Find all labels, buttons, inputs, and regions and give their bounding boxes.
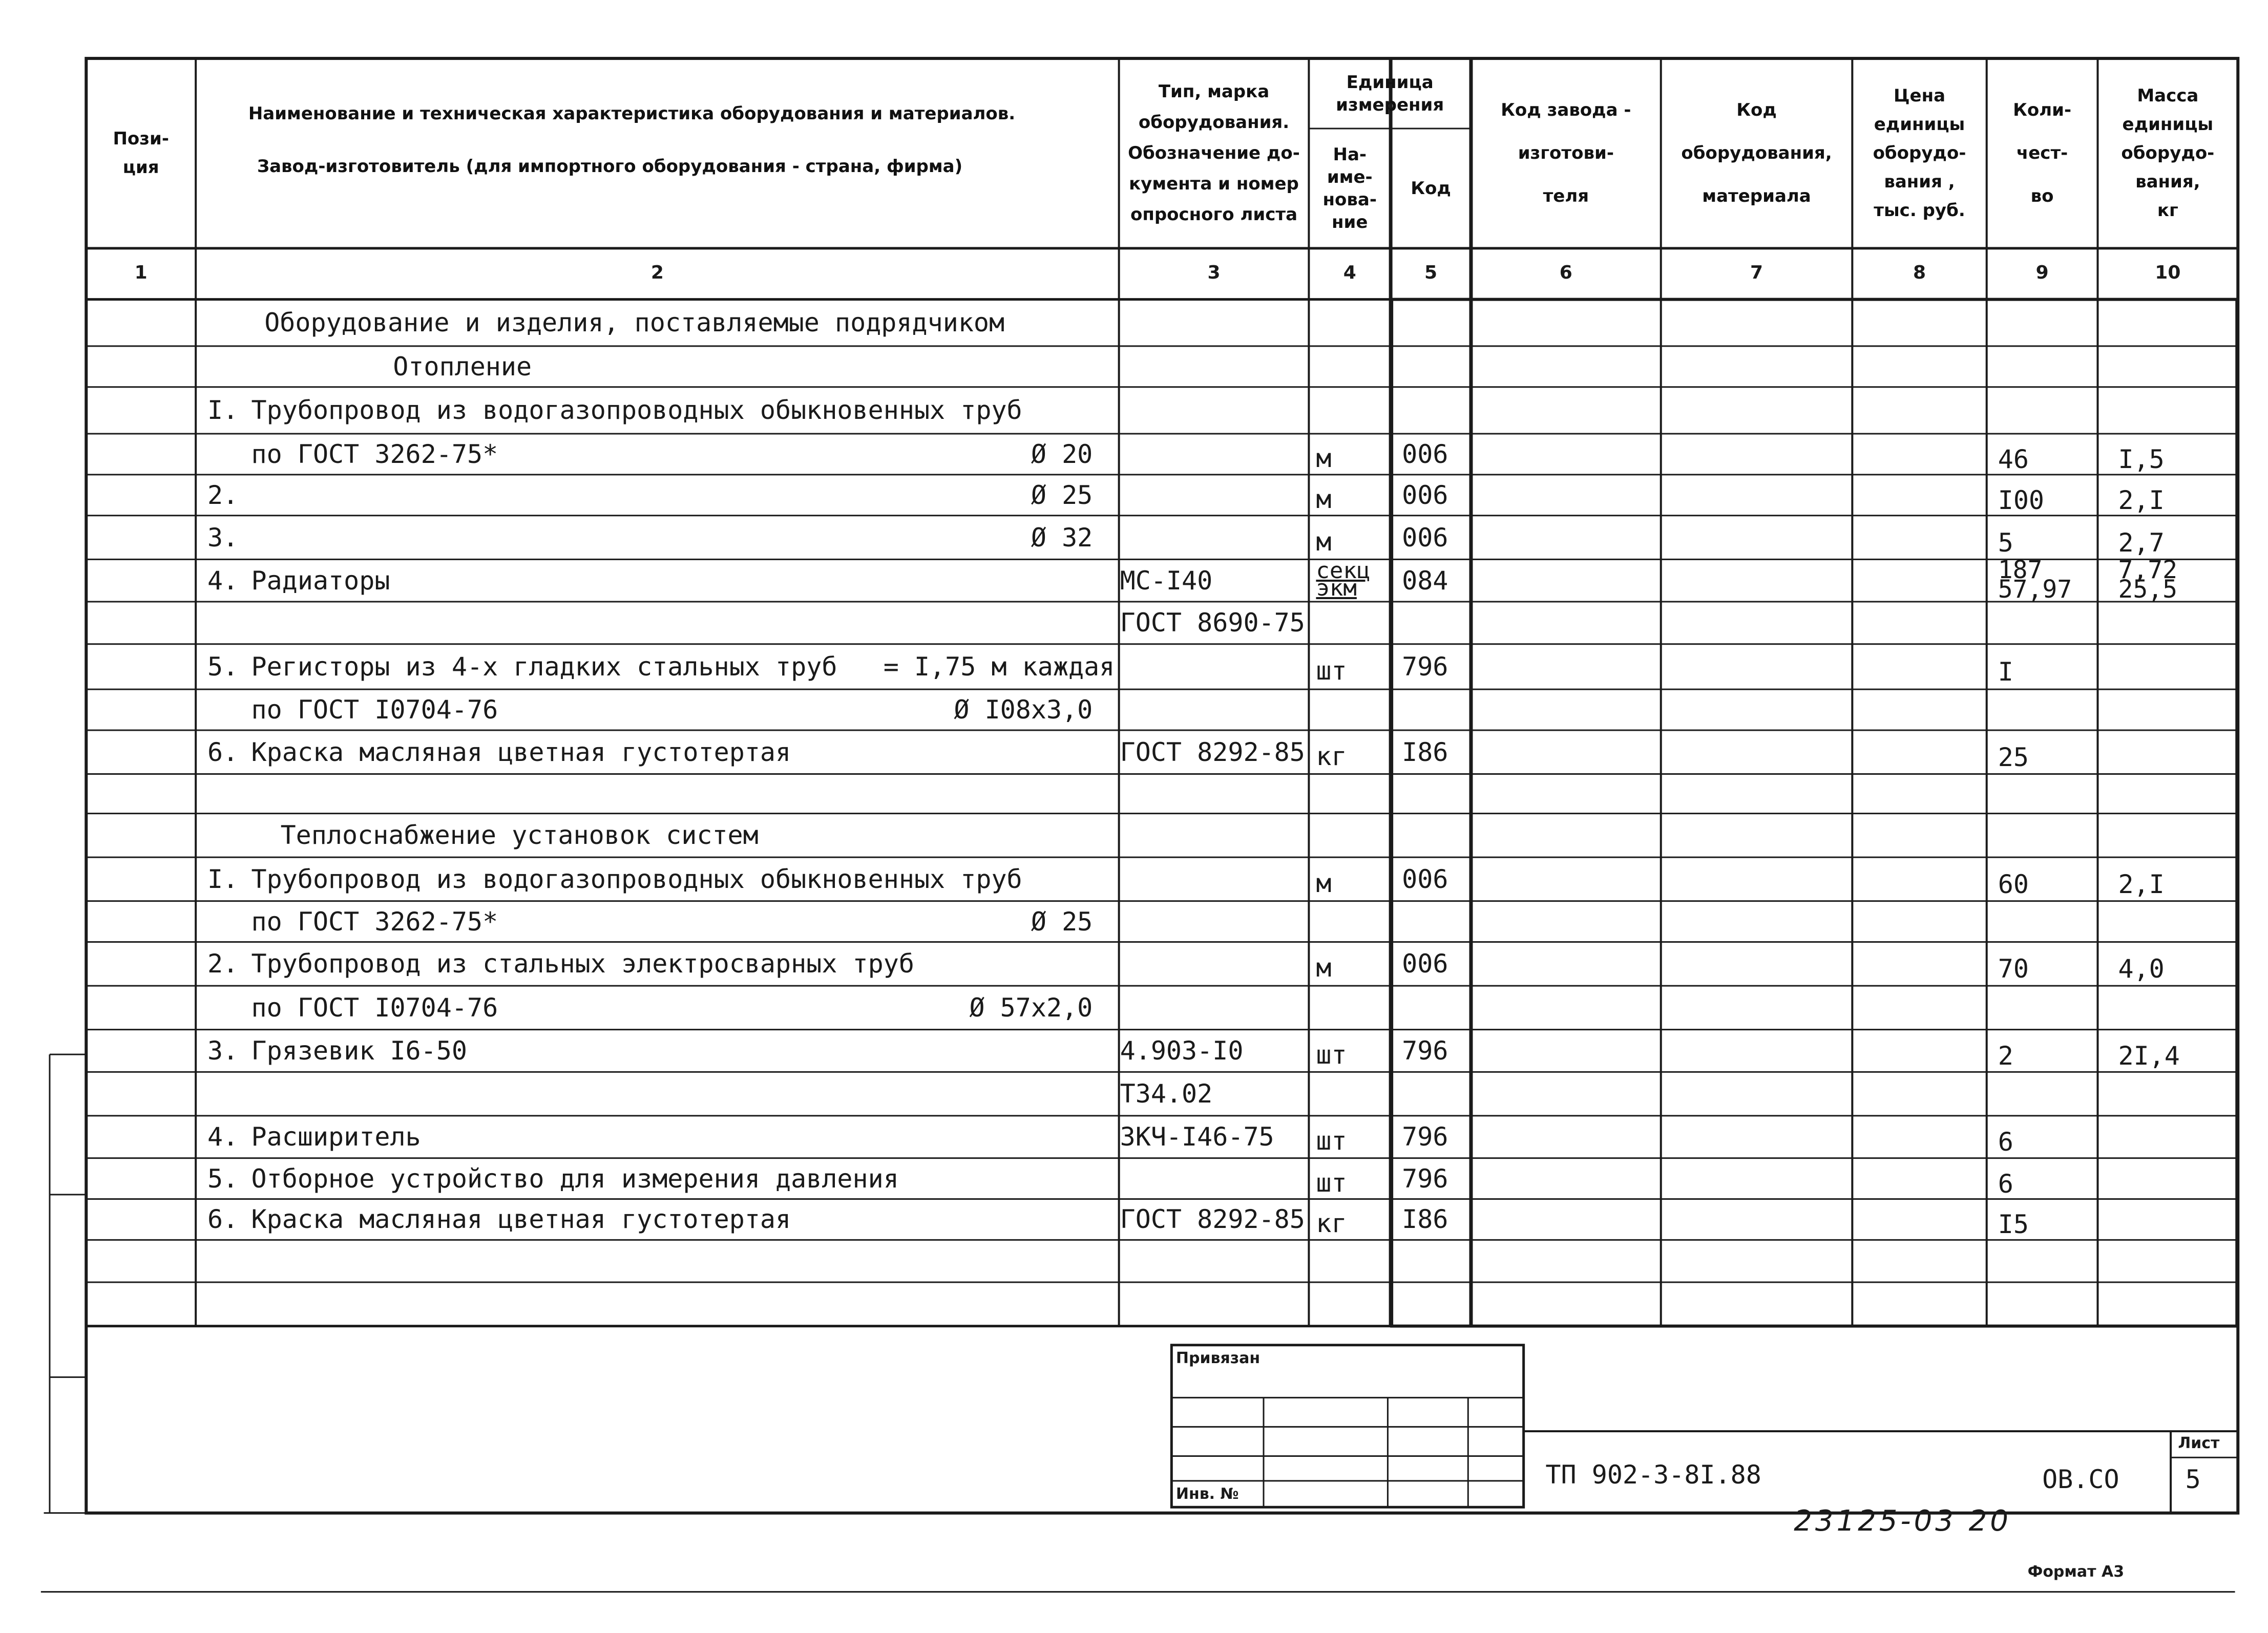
row-unit: шт (1316, 1126, 1347, 1156)
row-mass: 2,I (2118, 869, 2165, 899)
title-section: ОВ.СО (2042, 1464, 2119, 1494)
column-number-1: 1 (134, 262, 148, 283)
row-position: 2. (207, 480, 239, 510)
row-position: 5. (207, 1163, 239, 1194)
row-diameter: Ø 57х2,0 (969, 992, 1093, 1023)
row-unit: м (1316, 526, 1332, 557)
row-position: 6. (207, 737, 239, 767)
header-name-line2: Завод-изготовитель (для импортного оборудования - страна, фирма) (257, 156, 963, 177)
row-name: по ГОСТ I0704-76 (251, 992, 498, 1023)
row-name: Краска масляная цветная густотертая (251, 737, 791, 767)
row-unit: м (1316, 484, 1332, 514)
row-quantity: 60 (1998, 869, 2029, 899)
row-quantity: 6 (1998, 1127, 2013, 1157)
row-quantity: 70 (1998, 954, 2029, 984)
row-mass: 2,7 (2118, 527, 2165, 558)
row-unit: м (1316, 443, 1332, 473)
row-unit: м (1316, 953, 1332, 983)
row-unit-code: 006 (1402, 522, 1448, 553)
column-number-4: 4 (1343, 262, 1356, 283)
column-number-7: 7 (1750, 262, 1763, 283)
row-quantity: 6 (1998, 1169, 2013, 1199)
row-type: Т34.02 (1120, 1079, 1213, 1109)
row-type: 3КЧ-I46-75 (1120, 1122, 1274, 1152)
stamp-inventory: Инв. № (1175, 1485, 1239, 1503)
row-unit: шт (1316, 1040, 1347, 1070)
row-unit-code: 006 (1402, 480, 1448, 510)
row-position: 4. (207, 565, 239, 596)
header-unit-code: Код (1411, 178, 1451, 199)
row-name: Отопление (393, 351, 532, 381)
row-name: Оборудование и изделия, поставляемые подрядчиком (264, 308, 1005, 338)
row-mass: 2,I (2118, 485, 2165, 515)
row-position: 2. (207, 949, 239, 979)
header-unit-name: На- име- нова- ние (1322, 144, 1377, 232)
title-sheet-number: 5 (2185, 1464, 2201, 1494)
row-mass: 7,72 25,5 (2118, 556, 2178, 604)
row-position: 3. (207, 1036, 239, 1066)
row-unit-code: I86 (1402, 1204, 1448, 1235)
row-unit-code: 006 (1402, 949, 1448, 979)
row-type: ГОСТ 8690-75 (1120, 608, 1305, 638)
row-quantity: 46 (1998, 444, 2029, 474)
column-number-10: 10 (2155, 262, 2181, 283)
row-name: Радиаторы (251, 565, 390, 596)
row-position: I. (207, 864, 239, 894)
row-name: Трубопровод из водогазопроводных обыкновенных труб (251, 395, 1022, 426)
row-unit-code: I86 (1402, 737, 1448, 767)
row-name: по ГОСТ 3262-75* (251, 439, 498, 469)
title-doc-code: ТП 902-3-8I.88 (1545, 1460, 1761, 1490)
row-name: Регисторы из 4-х гладких стальных труб = I,75 м каждая (251, 651, 1115, 682)
row-unit-code: 084 (1402, 565, 1448, 596)
row-quantity: 5 (1998, 527, 2013, 558)
header-position: Пози- ция (113, 129, 169, 178)
row-mass: I,5 (2118, 444, 2165, 474)
row-unit: шт (1316, 655, 1347, 686)
row-name: Краска масляная цветная густотертая (251, 1204, 791, 1235)
row-name: Трубопровод из стальных электросварных труб (251, 949, 914, 979)
row-unit: секц экм (1316, 558, 1371, 602)
row-unit: м (1316, 868, 1332, 898)
row-position: 4. (207, 1122, 239, 1152)
column-number-5: 5 (1424, 262, 1438, 283)
row-quantity: I5 (1998, 1210, 2029, 1240)
row-position: 3. (207, 522, 239, 553)
archive-number: 23125-03 20 (1794, 1504, 2011, 1538)
stamp-privyazan: Привязан (1175, 1349, 1261, 1368)
row-name: Трубопровод из водогазопроводных обыкновенных труб (251, 864, 1022, 894)
row-name: Отборное устройство для измерения давления (251, 1163, 899, 1194)
row-unit: кг (1316, 1208, 1347, 1239)
row-type: ГОСТ 8292-85 (1120, 737, 1305, 767)
row-mass: 4,0 (2118, 954, 2165, 984)
header-plant-code: Код завода - изготови- теля (1501, 100, 1631, 207)
row-diameter: Ø I08х3,0 (954, 695, 1093, 725)
row-unit-code: 006 (1402, 439, 1448, 469)
header-type: Тип, марка оборудования. Обозначение до- кумента и номер опросного листа (1128, 81, 1300, 225)
row-quantity: 25 (1998, 742, 2029, 772)
row-diameter: Ø 32 (1031, 522, 1093, 553)
column-number-3: 3 (1207, 262, 1221, 283)
column-number-6: 6 (1559, 262, 1572, 283)
header-unit-group: Единица измерения (1336, 72, 1444, 115)
row-quantity: I (1998, 656, 2013, 687)
format-label: Формат А3 (2027, 1562, 2125, 1581)
row-diameter: Ø 25 (1031, 906, 1093, 937)
row-unit-code: 796 (1402, 1122, 1448, 1152)
row-name: Грязевик I6-50 (251, 1036, 467, 1066)
column-number-9: 9 (2035, 262, 2049, 283)
row-name: Теплоснабжение установок систем (280, 820, 759, 851)
row-position: I. (207, 395, 239, 426)
row-type: МС-I40 (1120, 565, 1213, 596)
row-mass: 2I,4 (2118, 1041, 2180, 1071)
header-price: Цена единицы оборудо- вания , тыс. руб. (1873, 86, 1966, 221)
row-name: Расширитель (251, 1122, 421, 1152)
header-mass: Масса единицы оборудо- вания, кг (2121, 86, 2215, 221)
column-number-8: 8 (1913, 262, 1926, 283)
row-name: по ГОСТ I0704-76 (251, 695, 498, 725)
header-item-code: Код оборудования, материала (1681, 100, 1832, 207)
row-diameter: Ø 25 (1031, 480, 1093, 510)
row-type: 4.903-I0 (1120, 1036, 1244, 1066)
row-unit-code: 796 (1402, 1036, 1448, 1066)
row-position: 6. (207, 1204, 239, 1235)
row-name: по ГОСТ 3262-75* (251, 906, 498, 937)
row-quantity: 187 57,97 (1998, 556, 2072, 604)
row-unit: шт (1316, 1168, 1347, 1198)
header-name-line1: Наименование и техническая характеристика оборудования и материалов. (248, 103, 1016, 124)
header-quantity: Коли- чест- во (2013, 100, 2072, 207)
row-diameter: Ø 20 (1031, 439, 1093, 469)
row-unit-code: 796 (1402, 651, 1448, 682)
row-unit-code: 006 (1402, 864, 1448, 894)
row-type: ГОСТ 8292-85 (1120, 1204, 1305, 1235)
row-quantity: 2 (1998, 1041, 2013, 1071)
row-unit: кг (1316, 741, 1347, 771)
row-position: 5. (207, 651, 239, 682)
title-sheet-label: Лист (2178, 1434, 2220, 1452)
column-number-2: 2 (650, 262, 664, 283)
row-unit-code: 796 (1402, 1163, 1448, 1194)
row-quantity: I00 (1998, 485, 2045, 515)
